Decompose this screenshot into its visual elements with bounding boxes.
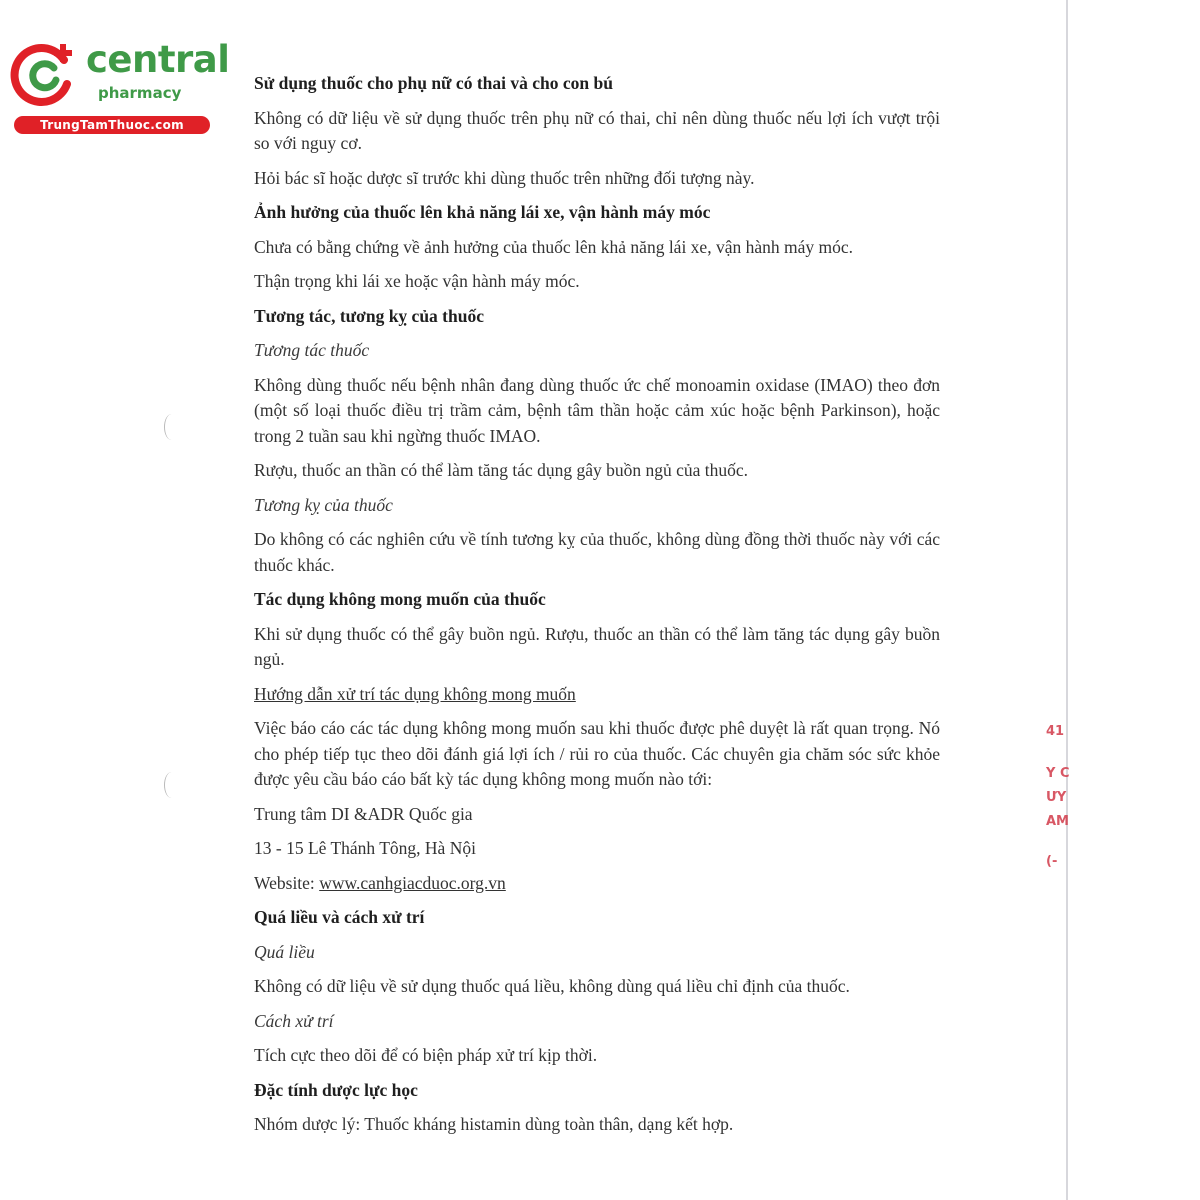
subheading-incompatibility: Tương kỵ của thuốc: [254, 494, 393, 515]
organization-address: 13 - 15 Lê Thánh Tông, Hà Nội: [254, 838, 476, 858]
punch-hole-mark: [164, 772, 179, 798]
paragraph: Khi sử dụng thuốc có thể gây buồn ngủ. Rượu, thuốc an thần có thể làm tăng tác dụng gây buồn ngủ.: [254, 623, 940, 669]
section-heading-driving: Ảnh hưởng của thuốc lên khả năng lái xe, vận hành máy móc: [254, 202, 711, 222]
document-body: [254, 68, 940, 1144]
paragraph: Chưa có bằng chứng về ảnh hưởng của thuốc lên khả năng lái xe, vận hành máy móc.: [254, 236, 853, 257]
subheading-management: Cách xử trí: [254, 1010, 334, 1031]
subheading-drug-interactions: Tương tác thuốc: [254, 340, 370, 360]
section-heading-overdose: Quá liều và cách xử trí: [254, 907, 425, 927]
subheading-overdose: Quá liều: [254, 941, 315, 962]
paragraph: Không có dữ liệu về sử dụng thuốc trên phụ nữ có thai, chỉ nên dùng thuốc nếu lợi ích vượt trội so với nguy cơ.: [254, 107, 940, 153]
paragraph: Rượu, thuốc an thần có thể làm tăng tác dụng gây buồn ngủ của thuốc.: [254, 460, 749, 480]
website-line: [254, 868, 940, 903]
section-heading-pharmacodynamics: Đặc tính dược lực học: [254, 1079, 418, 1100]
website-link[interactable]: www.canhgiacduoc.org.vn: [319, 872, 506, 893]
paragraph: Việc báo cáo các tác dụng không mong muốn sau khi thuốc được phê duyệt là rất quan trọng. Nó cho phép tiếp tục theo dõi đánh giá lợi ích / rủi ro của thuốc. Các chuyên gia chăm sóc sức khỏe được yêu cầu báo cáo bất kỳ tác dụng không mong muốn nào tới:: [254, 718, 940, 789]
website-label: Website:: [254, 872, 315, 893]
paragraph: Tích cực theo dõi để có biện pháp xử trí kịp thời.: [254, 1045, 598, 1065]
paragraph: Không có dữ liệu về sử dụng thuốc quá liều, không dùng quá liều chỉ định của thuốc.: [254, 976, 850, 996]
paragraph: Không dùng thuốc nếu bệnh nhân đang dùng thuốc ức chế monoamin oxidase (IMAO) theo đơn (một số loại thuốc điều trị trầm cảm, bệnh tâm thần hoặc cảm xúc hoặc bệnh Parkinson), hoặc trong 2 tuần sau khi ngừng thuốc IMAO.: [254, 374, 940, 446]
section-heading-interactions: Tương tác, tương kỵ của thuốc: [254, 305, 484, 326]
paragraph: Nhóm dược lý: Thuốc kháng histamin dùng toàn thân, dạng kết hợp.: [254, 1114, 734, 1134]
logo-website: TrungTamThuoc.com: [14, 116, 210, 134]
paragraph: Hỏi bác sĩ hoặc dược sĩ trước khi dùng thuốc trên những đối tượng này.: [254, 167, 755, 188]
scan-page-edge: [1066, 0, 1068, 1200]
subheading-adverse-guidance: Hướng dẫn xử trí tác dụng không mong muốn: [254, 683, 576, 704]
paragraph: Do không có các nghiên cứu về tính tương kỵ của thuốc, không dùng đồng thời thuốc này với các thuốc khác.: [254, 529, 940, 575]
central-pharmacy-logo: [10, 36, 230, 136]
central-logo-icon: [10, 38, 80, 108]
section-heading-pregnancy: Sử dụng thuốc cho phụ nữ có thai và cho con bú: [254, 73, 613, 93]
stamp-fragment: 41 Y C ƯY AM (-: [1046, 724, 1070, 869]
section-heading-adverse-effects: Tác dụng không mong muốn của thuốc: [254, 589, 546, 609]
logo-subtitle: pharmacy: [98, 84, 182, 102]
logo-name: central: [86, 38, 230, 81]
organization-name: Trung tâm DI &ADR Quốc gia: [254, 803, 473, 824]
punch-hole-mark: [164, 414, 179, 440]
paragraph: Thận trọng khi lái xe hoặc vận hành máy móc.: [254, 271, 580, 291]
